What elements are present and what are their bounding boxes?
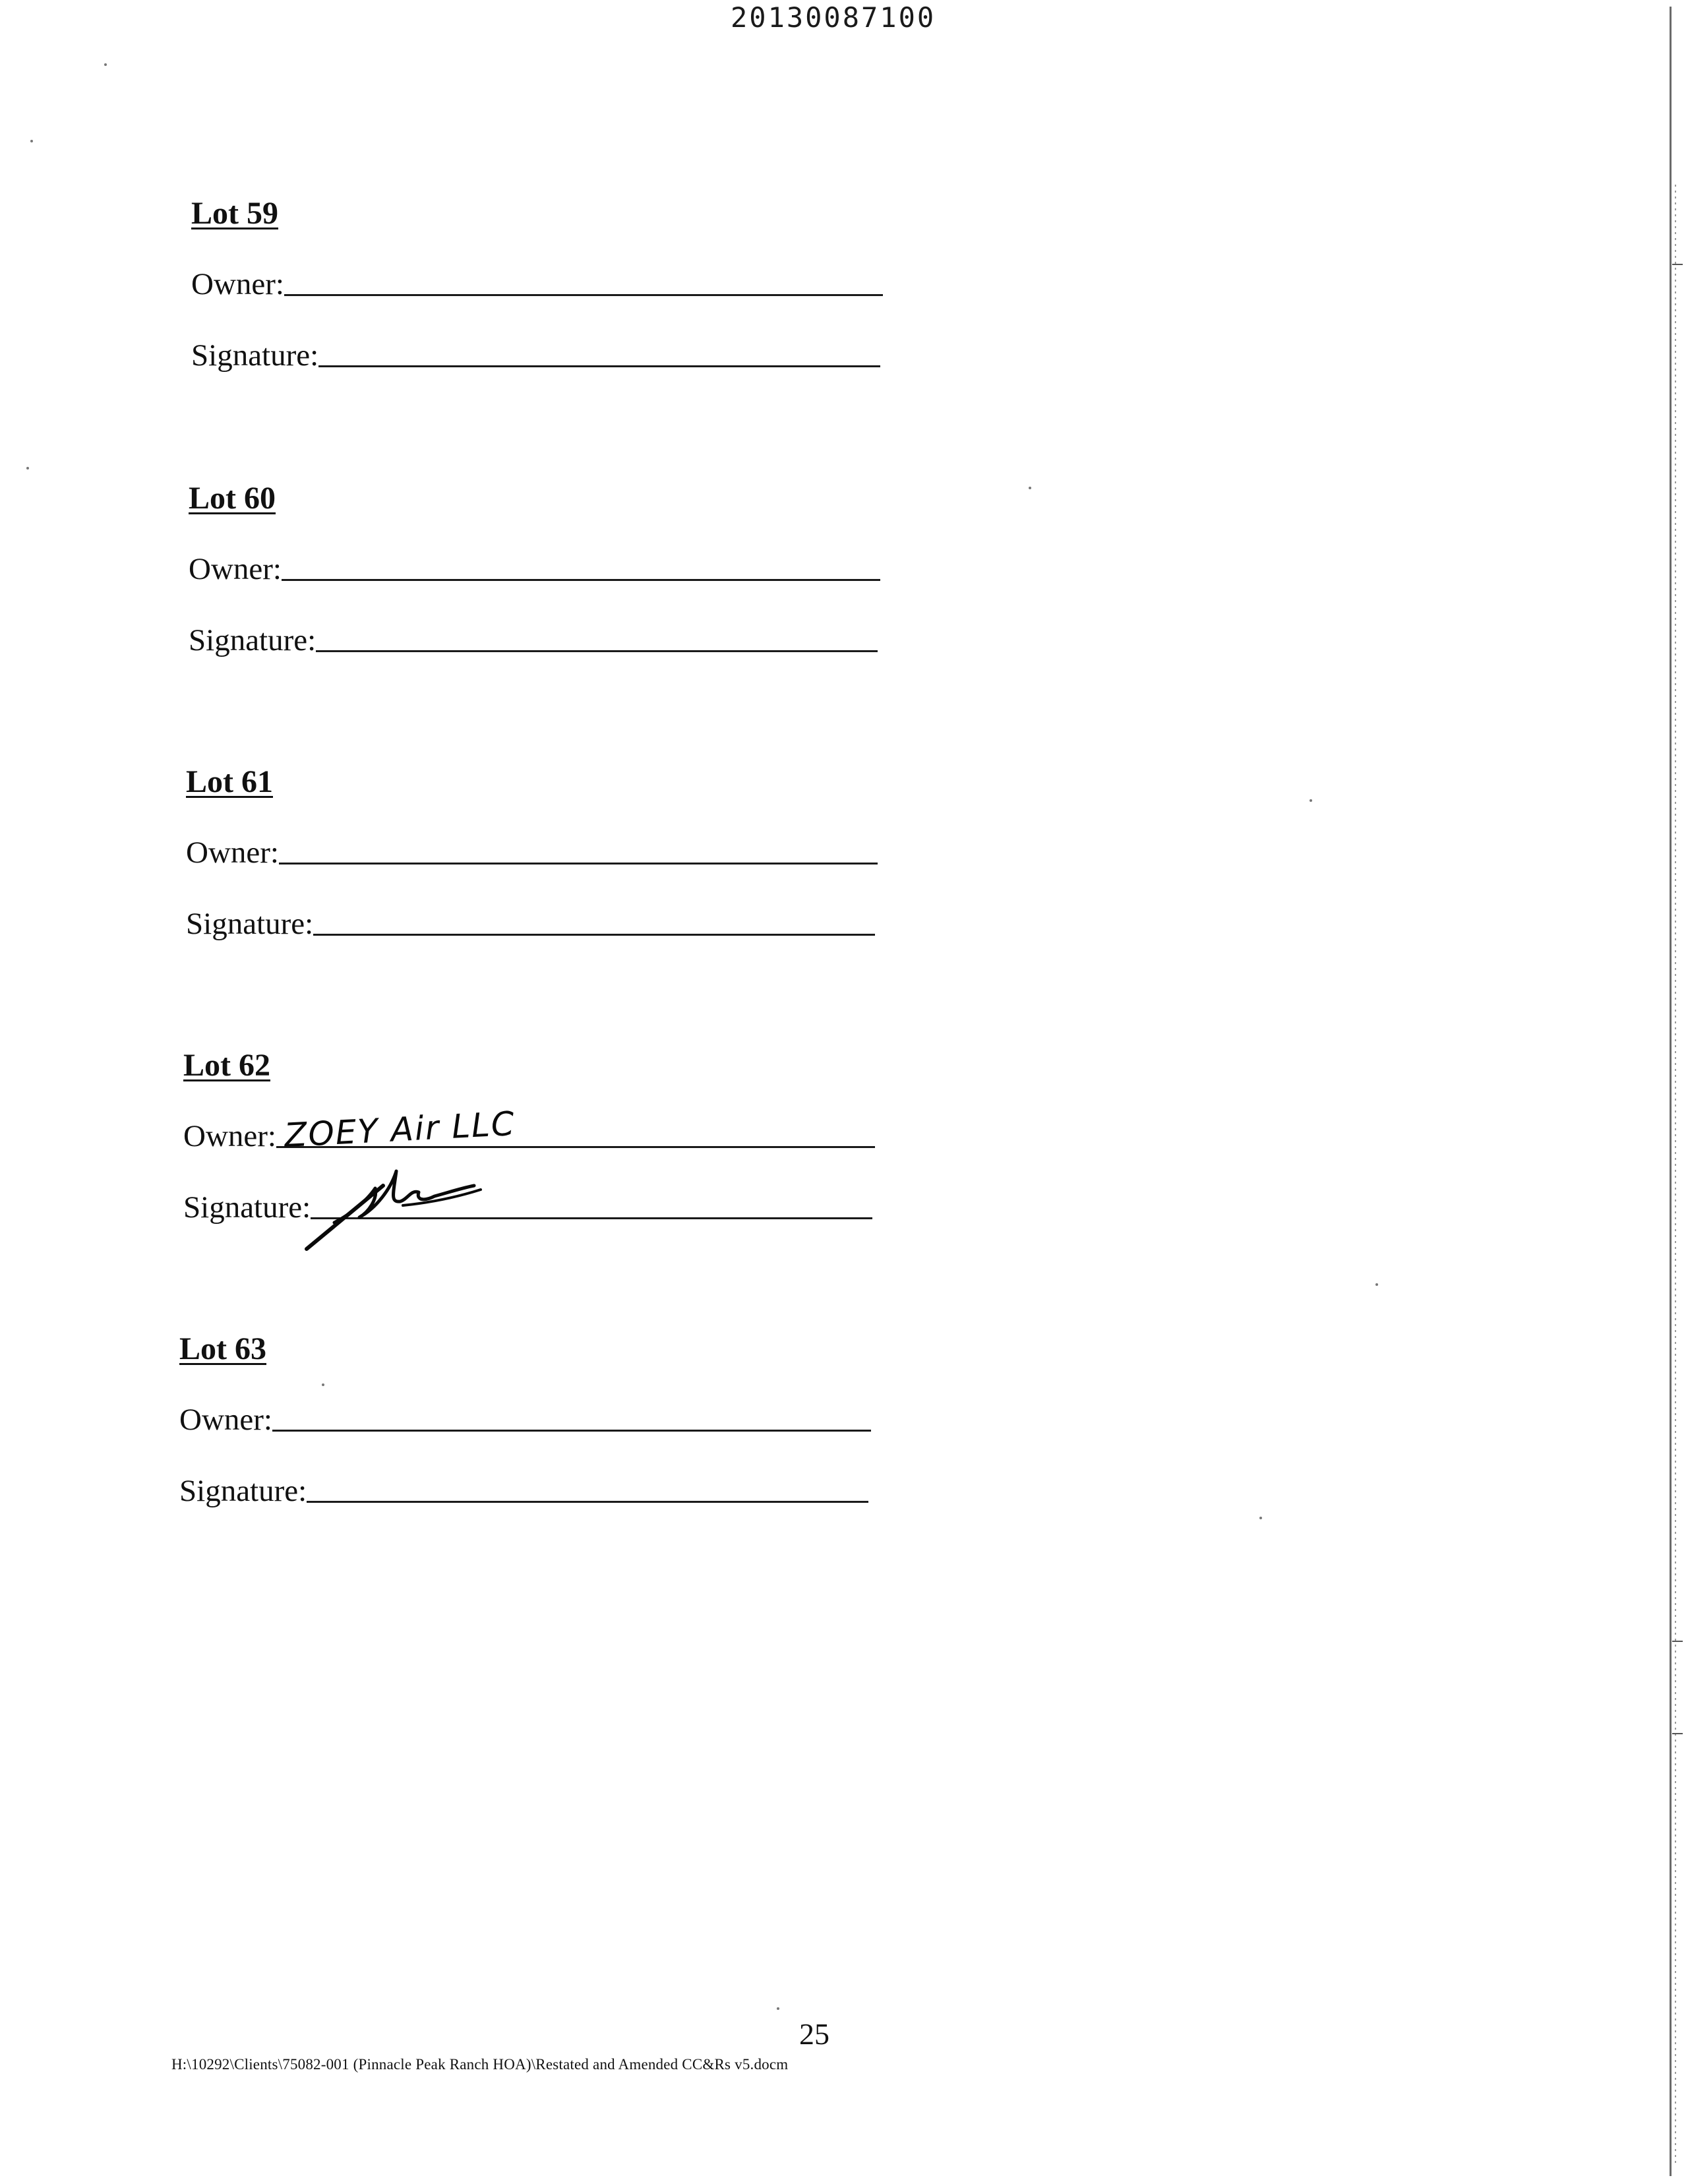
signature-line (307, 1472, 868, 1503)
owner-label: Owner: (186, 835, 279, 870)
scan-speck (1029, 487, 1031, 489)
scan-speck (1259, 1517, 1262, 1519)
page-number: 25 (799, 2017, 829, 2051)
signature-label: Signature: (179, 1474, 307, 1508)
handwritten-signature (304, 1162, 541, 1254)
owner-value: ZOEY Air LLC (283, 1104, 517, 1155)
scan-speck (1310, 799, 1312, 802)
signature-line (316, 621, 878, 652)
page-edge-tick (1672, 1733, 1683, 1734)
scan-speck (777, 2007, 779, 2010)
signature-label: Signature: (191, 338, 319, 373)
owner-line (279, 834, 878, 864)
owner-label: Owner: (179, 1403, 272, 1437)
page-edge-line (1670, 7, 1672, 2176)
signature-field (183, 1188, 872, 1223)
signature-label: Signature: (183, 1190, 311, 1225)
footer-file-path: H:\10292\Clients\75082-001 (Pinnacle Peak Ranch HOA)\Restated and Amended CC&Rs v5.docm (171, 2056, 789, 2073)
owner-line (272, 1401, 871, 1432)
page-edge-tick (1672, 264, 1683, 265)
signature-line (311, 1188, 872, 1219)
signature-field (179, 1472, 868, 1507)
signature-line (313, 905, 875, 936)
scan-speck (1375, 1283, 1378, 1286)
scan-speck (26, 467, 29, 470)
owner-line (282, 550, 880, 581)
scan-speck (322, 1383, 324, 1386)
owner-field (191, 265, 883, 300)
page-edge-dots (1675, 185, 1676, 2163)
lot-title: Lot 61 (186, 764, 273, 799)
owner-label: Owner: (189, 552, 282, 586)
owner-field (183, 1104, 875, 1155)
scan-speck (30, 140, 33, 142)
signature-field (191, 336, 880, 371)
owner-field (179, 1401, 871, 1436)
signature-label: Signature: (186, 907, 314, 941)
lot-title: Lot 63 (179, 1331, 266, 1366)
owner-line (276, 1104, 875, 1155)
lot-title: Lot 62 (183, 1048, 270, 1083)
owner-label: Owner: (191, 267, 284, 301)
lot-title: Lot 59 (191, 196, 278, 231)
owner-label: Owner: (183, 1119, 276, 1153)
owner-field (186, 834, 878, 868)
scan-speck (104, 63, 107, 66)
lot-title: Lot 60 (189, 481, 276, 516)
owner-field (189, 550, 880, 585)
signature-line (318, 336, 880, 367)
recording-number: 20130087100 (731, 1, 936, 34)
signature-field (186, 905, 875, 940)
owner-line (284, 265, 883, 296)
signature-field (189, 621, 878, 656)
signature-label: Signature: (189, 623, 316, 657)
page-edge-tick (1672, 1641, 1683, 1642)
